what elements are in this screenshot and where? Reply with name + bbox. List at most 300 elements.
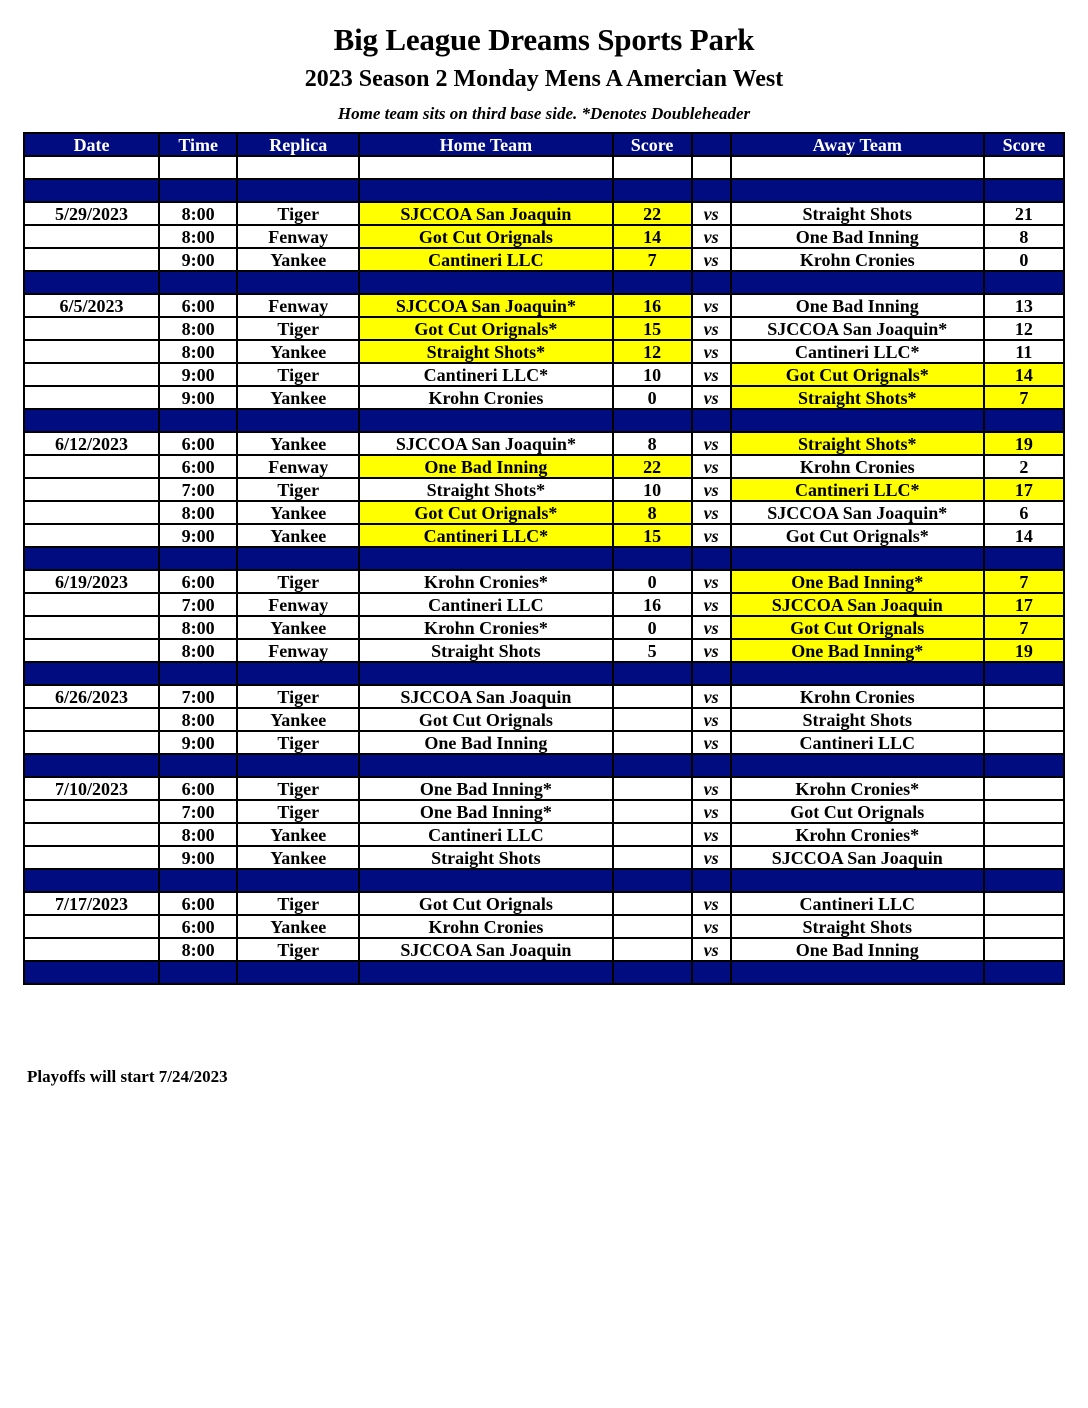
spacer-row bbox=[24, 156, 1064, 179]
home-score: 5 bbox=[613, 639, 692, 662]
away-score bbox=[984, 777, 1064, 800]
game-row bbox=[24, 317, 1064, 340]
home-team: Got Cut Orignals bbox=[359, 892, 612, 915]
game-time: 7:00 bbox=[159, 685, 237, 708]
empty-cell bbox=[359, 156, 612, 179]
away-score: 19 bbox=[984, 432, 1064, 455]
home-score bbox=[613, 823, 692, 846]
vs-label: vs bbox=[692, 524, 731, 547]
game-field: Yankee bbox=[237, 915, 359, 938]
away-team: SJCCOA San Joaquin bbox=[731, 593, 984, 616]
empty-cell bbox=[731, 179, 984, 202]
game-field: Yankee bbox=[237, 823, 359, 846]
empty-cell bbox=[613, 961, 692, 984]
game-time: 7:00 bbox=[159, 478, 237, 501]
game-row bbox=[24, 593, 1064, 616]
home-team: Krohn Cronies* bbox=[359, 570, 612, 593]
empty-cell bbox=[159, 869, 237, 892]
away-score bbox=[984, 938, 1064, 961]
away-team: Straight Shots bbox=[731, 202, 984, 225]
home-score bbox=[613, 846, 692, 869]
empty-cell bbox=[24, 156, 159, 179]
home-score: 12 bbox=[613, 340, 692, 363]
empty-cell bbox=[159, 754, 237, 777]
game-row bbox=[24, 570, 1064, 593]
away-team: SJCCOA San Joaquin bbox=[731, 846, 984, 869]
game-date: 6/5/2023 bbox=[24, 294, 159, 317]
home-score bbox=[613, 915, 692, 938]
game-row bbox=[24, 731, 1064, 754]
game-row bbox=[24, 248, 1064, 271]
home-score: 0 bbox=[613, 386, 692, 409]
vs-label: vs bbox=[692, 731, 731, 754]
game-field: Tiger bbox=[237, 800, 359, 823]
game-date bbox=[24, 317, 159, 340]
game-field: Yankee bbox=[237, 248, 359, 271]
home-score: 22 bbox=[613, 202, 692, 225]
home-score: 15 bbox=[613, 524, 692, 547]
game-row bbox=[24, 478, 1064, 501]
empty-cell bbox=[359, 754, 612, 777]
away-score: 6 bbox=[984, 501, 1064, 524]
home-team: Got Cut Orignals* bbox=[359, 501, 612, 524]
away-team: Straight Shots* bbox=[731, 432, 984, 455]
game-date bbox=[24, 455, 159, 478]
away-score: 17 bbox=[984, 593, 1064, 616]
empty-cell bbox=[237, 409, 359, 432]
away-team: SJCCOA San Joaquin* bbox=[731, 317, 984, 340]
vs-label: vs bbox=[692, 570, 731, 593]
empty-cell bbox=[359, 271, 612, 294]
week-separator bbox=[24, 271, 1064, 294]
away-team: Cantineri LLC bbox=[731, 892, 984, 915]
empty-cell bbox=[359, 662, 612, 685]
empty-cell bbox=[359, 409, 612, 432]
vs-label: vs bbox=[692, 777, 731, 800]
game-time: 7:00 bbox=[159, 593, 237, 616]
game-field: Fenway bbox=[237, 593, 359, 616]
game-time: 8:00 bbox=[159, 938, 237, 961]
home-score: 16 bbox=[613, 294, 692, 317]
home-score: 8 bbox=[613, 501, 692, 524]
home-team: Got Cut Orignals* bbox=[359, 317, 612, 340]
empty-cell bbox=[984, 179, 1064, 202]
game-date bbox=[24, 800, 159, 823]
game-time: 6:00 bbox=[159, 455, 237, 478]
game-field: Tiger bbox=[237, 570, 359, 593]
game-row bbox=[24, 915, 1064, 938]
vs-label: vs bbox=[692, 317, 731, 340]
game-field: Tiger bbox=[237, 892, 359, 915]
empty-cell bbox=[613, 754, 692, 777]
vs-label: vs bbox=[692, 823, 731, 846]
away-score: 14 bbox=[984, 524, 1064, 547]
game-field: Yankee bbox=[237, 386, 359, 409]
game-field: Tiger bbox=[237, 317, 359, 340]
game-field: Tiger bbox=[237, 478, 359, 501]
week-separator bbox=[24, 409, 1064, 432]
away-team: One Bad Inning bbox=[731, 294, 984, 317]
game-time: 8:00 bbox=[159, 639, 237, 662]
home-team: Cantineri LLC* bbox=[359, 524, 612, 547]
schedule-body bbox=[24, 156, 1064, 984]
away-team: Cantineri LLC* bbox=[731, 340, 984, 363]
week-separator bbox=[24, 179, 1064, 202]
home-team: SJCCOA San Joaquin* bbox=[359, 294, 612, 317]
week-separator bbox=[24, 961, 1064, 984]
game-date bbox=[24, 501, 159, 524]
game-row bbox=[24, 501, 1064, 524]
home-team: Straight Shots bbox=[359, 846, 612, 869]
game-row bbox=[24, 685, 1064, 708]
empty-cell bbox=[159, 156, 237, 179]
away-team: One Bad Inning* bbox=[731, 639, 984, 662]
game-row bbox=[24, 938, 1064, 961]
game-row bbox=[24, 800, 1064, 823]
home-team: Krohn Cronies bbox=[359, 915, 612, 938]
empty-cell bbox=[984, 156, 1064, 179]
vs-label: vs bbox=[692, 340, 731, 363]
away-score bbox=[984, 800, 1064, 823]
game-date bbox=[24, 386, 159, 409]
empty-cell bbox=[613, 156, 692, 179]
away-score bbox=[984, 915, 1064, 938]
game-time: 9:00 bbox=[159, 386, 237, 409]
game-field: Fenway bbox=[237, 455, 359, 478]
empty-cell bbox=[692, 869, 731, 892]
game-date bbox=[24, 731, 159, 754]
empty-cell bbox=[984, 271, 1064, 294]
empty-cell bbox=[237, 156, 359, 179]
game-field: Fenway bbox=[237, 294, 359, 317]
game-date: 5/29/2023 bbox=[24, 202, 159, 225]
empty-cell bbox=[731, 961, 984, 984]
away-score bbox=[984, 892, 1064, 915]
game-row bbox=[24, 777, 1064, 800]
game-time: 8:00 bbox=[159, 225, 237, 248]
empty-cell bbox=[731, 869, 984, 892]
home-team: Straight Shots* bbox=[359, 340, 612, 363]
week-separator bbox=[24, 754, 1064, 777]
game-date: 6/19/2023 bbox=[24, 570, 159, 593]
doubleheader-note: Home team sits on third base side. *Denotes Doubleheader bbox=[337, 104, 751, 123]
game-date bbox=[24, 938, 159, 961]
game-row bbox=[24, 363, 1064, 386]
away-team: Krohn Cronies* bbox=[731, 823, 984, 846]
game-field: Fenway bbox=[237, 639, 359, 662]
empty-cell bbox=[731, 547, 984, 570]
game-date bbox=[24, 846, 159, 869]
away-team: Straight Shots bbox=[731, 915, 984, 938]
away-team: Krohn Cronies bbox=[731, 455, 984, 478]
week-separator bbox=[24, 662, 1064, 685]
home-score: 10 bbox=[613, 478, 692, 501]
game-time: 6:00 bbox=[159, 432, 237, 455]
away-team: One Bad Inning bbox=[731, 938, 984, 961]
away-team: Krohn Cronies bbox=[731, 685, 984, 708]
empty-cell bbox=[359, 179, 612, 202]
empty-cell bbox=[359, 961, 612, 984]
away-score bbox=[984, 846, 1064, 869]
game-date bbox=[24, 616, 159, 639]
empty-cell bbox=[237, 754, 359, 777]
game-time: 8:00 bbox=[159, 202, 237, 225]
col-home-score: Score bbox=[613, 133, 692, 156]
col-time: Time bbox=[159, 133, 237, 156]
home-score bbox=[613, 800, 692, 823]
col-away-team: Away Team bbox=[731, 133, 984, 156]
vs-label: vs bbox=[692, 915, 731, 938]
home-team: SJCCOA San Joaquin* bbox=[359, 432, 612, 455]
game-date bbox=[24, 524, 159, 547]
empty-cell bbox=[24, 662, 159, 685]
schedule-table bbox=[23, 132, 1065, 985]
game-date bbox=[24, 708, 159, 731]
game-field: Yankee bbox=[237, 501, 359, 524]
game-row bbox=[24, 455, 1064, 478]
game-time: 9:00 bbox=[159, 846, 237, 869]
game-date: 6/26/2023 bbox=[24, 685, 159, 708]
vs-label: vs bbox=[692, 708, 731, 731]
home-team: SJCCOA San Joaquin bbox=[359, 938, 612, 961]
home-team: Krohn Cronies* bbox=[359, 616, 612, 639]
game-row bbox=[24, 225, 1064, 248]
game-row bbox=[24, 524, 1064, 547]
empty-cell bbox=[731, 754, 984, 777]
empty-cell bbox=[692, 271, 731, 294]
empty-cell bbox=[24, 179, 159, 202]
empty-cell bbox=[24, 271, 159, 294]
game-row bbox=[24, 386, 1064, 409]
empty-cell bbox=[24, 869, 159, 892]
away-score bbox=[984, 823, 1064, 846]
empty-cell bbox=[613, 179, 692, 202]
home-team: Got Cut Orignals bbox=[359, 708, 612, 731]
game-row bbox=[24, 846, 1064, 869]
game-row bbox=[24, 823, 1064, 846]
home-score bbox=[613, 708, 692, 731]
away-score: 7 bbox=[984, 616, 1064, 639]
vs-label: vs bbox=[692, 593, 731, 616]
home-score bbox=[613, 892, 692, 915]
home-team: Straight Shots* bbox=[359, 478, 612, 501]
vs-label: vs bbox=[692, 225, 731, 248]
home-team: Got Cut Orignals bbox=[359, 225, 612, 248]
empty-cell bbox=[237, 271, 359, 294]
game-field: Tiger bbox=[237, 363, 359, 386]
away-score: 21 bbox=[984, 202, 1064, 225]
home-team: One Bad Inning* bbox=[359, 777, 612, 800]
game-time: 6:00 bbox=[159, 777, 237, 800]
vs-label: vs bbox=[692, 248, 731, 271]
vs-label: vs bbox=[692, 938, 731, 961]
game-field: Tiger bbox=[237, 938, 359, 961]
home-team: SJCCOA San Joaquin bbox=[359, 685, 612, 708]
empty-cell bbox=[359, 547, 612, 570]
home-team: Cantineri LLC bbox=[359, 823, 612, 846]
vs-label: vs bbox=[692, 478, 731, 501]
week-separator bbox=[24, 547, 1064, 570]
empty-cell bbox=[159, 271, 237, 294]
game-field: Yankee bbox=[237, 432, 359, 455]
empty-cell bbox=[237, 662, 359, 685]
vs-label: vs bbox=[692, 685, 731, 708]
away-team: Cantineri LLC bbox=[731, 731, 984, 754]
col-date: Date bbox=[24, 133, 159, 156]
game-row bbox=[24, 340, 1064, 363]
week-separator bbox=[24, 869, 1064, 892]
game-time: 8:00 bbox=[159, 616, 237, 639]
empty-cell bbox=[731, 156, 984, 179]
away-score: 13 bbox=[984, 294, 1064, 317]
home-score bbox=[613, 938, 692, 961]
game-field: Tiger bbox=[237, 202, 359, 225]
game-date: 7/17/2023 bbox=[24, 892, 159, 915]
game-date bbox=[24, 478, 159, 501]
empty-cell bbox=[24, 754, 159, 777]
away-team: Straight Shots* bbox=[731, 386, 984, 409]
empty-cell bbox=[613, 271, 692, 294]
away-score: 17 bbox=[984, 478, 1064, 501]
away-score: 2 bbox=[984, 455, 1064, 478]
empty-cell bbox=[984, 409, 1064, 432]
game-date bbox=[24, 363, 159, 386]
empty-cell bbox=[24, 961, 159, 984]
empty-cell bbox=[24, 547, 159, 570]
home-score: 0 bbox=[613, 616, 692, 639]
game-time: 6:00 bbox=[159, 892, 237, 915]
home-score: 10 bbox=[613, 363, 692, 386]
home-score: 7 bbox=[613, 248, 692, 271]
game-row bbox=[24, 202, 1064, 225]
game-time: 8:00 bbox=[159, 340, 237, 363]
empty-cell bbox=[692, 662, 731, 685]
vs-label: vs bbox=[692, 800, 731, 823]
game-field: Tiger bbox=[237, 777, 359, 800]
game-time: 7:00 bbox=[159, 800, 237, 823]
game-time: 8:00 bbox=[159, 823, 237, 846]
vs-label: vs bbox=[692, 846, 731, 869]
away-score: 12 bbox=[984, 317, 1064, 340]
page-title: Big League Dreams Sports Park bbox=[333, 22, 755, 57]
home-team: Straight Shots bbox=[359, 639, 612, 662]
game-field: Yankee bbox=[237, 524, 359, 547]
home-team: Cantineri LLC bbox=[359, 593, 612, 616]
playoffs-note: Playoffs will start 7/24/2023 bbox=[27, 1067, 228, 1086]
vs-label: vs bbox=[692, 639, 731, 662]
away-team: Krohn Cronies* bbox=[731, 777, 984, 800]
vs-label: vs bbox=[692, 386, 731, 409]
col-replica: Replica bbox=[237, 133, 359, 156]
game-row bbox=[24, 892, 1064, 915]
game-row bbox=[24, 639, 1064, 662]
empty-cell bbox=[159, 662, 237, 685]
home-score: 15 bbox=[613, 317, 692, 340]
empty-cell bbox=[984, 547, 1064, 570]
empty-cell bbox=[159, 961, 237, 984]
away-score: 7 bbox=[984, 386, 1064, 409]
game-row bbox=[24, 616, 1064, 639]
home-score: 16 bbox=[613, 593, 692, 616]
away-score: 11 bbox=[984, 340, 1064, 363]
game-field: Yankee bbox=[237, 340, 359, 363]
away-team: One Bad Inning bbox=[731, 225, 984, 248]
game-time: 9:00 bbox=[159, 731, 237, 754]
home-score bbox=[613, 731, 692, 754]
away-score: 7 bbox=[984, 570, 1064, 593]
empty-cell bbox=[159, 179, 237, 202]
away-score: 19 bbox=[984, 639, 1064, 662]
game-time: 6:00 bbox=[159, 294, 237, 317]
game-date bbox=[24, 225, 159, 248]
home-team: One Bad Inning bbox=[359, 731, 612, 754]
vs-label: vs bbox=[692, 202, 731, 225]
away-team: Got Cut Orignals* bbox=[731, 524, 984, 547]
game-time: 8:00 bbox=[159, 317, 237, 340]
empty-cell bbox=[613, 409, 692, 432]
home-team: SJCCOA San Joaquin bbox=[359, 202, 612, 225]
empty-cell bbox=[692, 156, 731, 179]
empty-cell bbox=[731, 271, 984, 294]
header-row bbox=[24, 133, 1064, 156]
game-time: 9:00 bbox=[159, 363, 237, 386]
away-team: One Bad Inning* bbox=[731, 570, 984, 593]
empty-cell bbox=[237, 179, 359, 202]
home-score: 14 bbox=[613, 225, 692, 248]
game-date bbox=[24, 340, 159, 363]
home-score bbox=[613, 685, 692, 708]
home-team: One Bad Inning bbox=[359, 455, 612, 478]
vs-label: vs bbox=[692, 501, 731, 524]
away-team: SJCCOA San Joaquin* bbox=[731, 501, 984, 524]
empty-cell bbox=[984, 662, 1064, 685]
away-team: Got Cut Orignals bbox=[731, 616, 984, 639]
game-row bbox=[24, 432, 1064, 455]
empty-cell bbox=[731, 409, 984, 432]
game-date bbox=[24, 823, 159, 846]
game-field: Fenway bbox=[237, 225, 359, 248]
home-score: 0 bbox=[613, 570, 692, 593]
away-score: 0 bbox=[984, 248, 1064, 271]
away-score bbox=[984, 685, 1064, 708]
home-score: 8 bbox=[613, 432, 692, 455]
home-team: Krohn Cronies bbox=[359, 386, 612, 409]
game-row bbox=[24, 294, 1064, 317]
game-field: Yankee bbox=[237, 708, 359, 731]
home-team: One Bad Inning* bbox=[359, 800, 612, 823]
page-subtitle: 2023 Season 2 Monday Mens A Amercian West bbox=[304, 66, 784, 92]
game-field: Tiger bbox=[237, 731, 359, 754]
away-team: Cantineri LLC* bbox=[731, 478, 984, 501]
home-score bbox=[613, 777, 692, 800]
empty-cell bbox=[984, 961, 1064, 984]
col-vs bbox=[692, 133, 731, 156]
empty-cell bbox=[159, 547, 237, 570]
game-date: 6/12/2023 bbox=[24, 432, 159, 455]
empty-cell bbox=[24, 409, 159, 432]
empty-cell bbox=[237, 869, 359, 892]
game-time: 6:00 bbox=[159, 915, 237, 938]
away-score: 8 bbox=[984, 225, 1064, 248]
empty-cell bbox=[159, 409, 237, 432]
game-time: 9:00 bbox=[159, 524, 237, 547]
col-home-team: Home Team bbox=[359, 133, 612, 156]
game-time: 9:00 bbox=[159, 248, 237, 271]
empty-cell bbox=[613, 547, 692, 570]
game-field: Yankee bbox=[237, 846, 359, 869]
empty-cell bbox=[692, 754, 731, 777]
empty-cell bbox=[692, 179, 731, 202]
